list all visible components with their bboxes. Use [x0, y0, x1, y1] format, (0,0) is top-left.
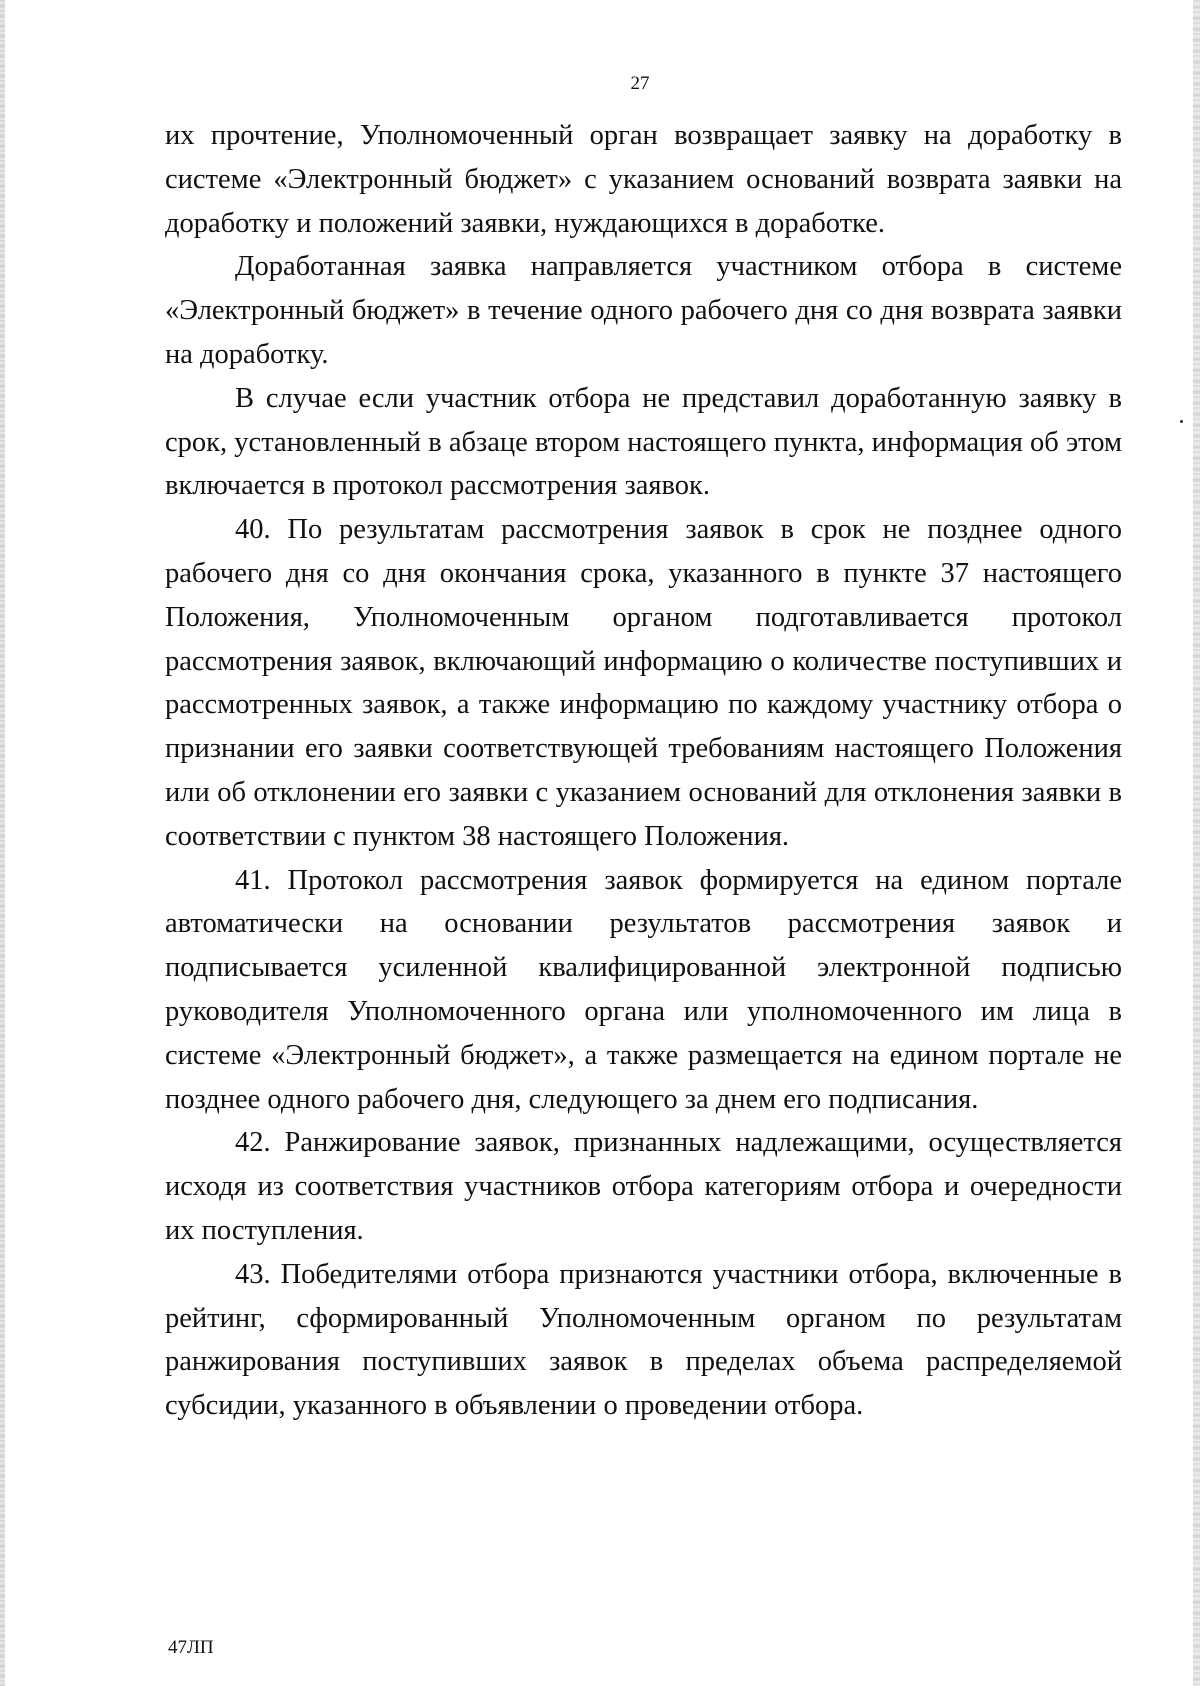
- scan-right-edge: [1193, 0, 1200, 1686]
- document-body: [165, 114, 1122, 1428]
- paragraph-revised-application: Доработанная заявка направляется участником отбора в системе «Электронный бюджет» в течение одного рабочего дня со дня возврата заявки на доработку.: [165, 251, 1122, 370]
- paragraph-continuation: их прочтение, Уполномоченный орган возвращает заявку на доработку в системе «Электронный бюджет» с указанием оснований возврата заявки на доработку и положений заявки, нуждающихся в доработке.: [165, 120, 1122, 239]
- paragraph-clause-43: 43. Победителями отбора признаются участники отбора, включенные в рейтинг, сформированный Уполномоченным органом по результатам ранжирования поступивших заявок в пределах объема распределяемой субсидии, указанного в объявлении о проведении отбора.: [165, 1258, 1122, 1422]
- paragraph-not-submitted: В случае если участник отбора не представил доработанную заявку в срок, установленный в абзаце втором настоящего пункта, информация об этом включается в протокол рассмотрения заявок.: [165, 382, 1122, 502]
- page-number: 27: [630, 73, 650, 94]
- footer-document-code: 47ЛП: [168, 1637, 214, 1658]
- scan-left-edge: [0, 0, 5, 1686]
- paragraph-clause-40: 40. По результатам рассмотрения заявок в срок не позднее одного рабочего дня со дня окончания срока, указанного в пункте 37 настоящего Положения, Уполномоченным органом подготавливается протокол рассмотрения заявок, включающий информацию о количестве поступивших и рассмотренных заявок, а также информацию по каждому участнику отбора о признании его заявки соответствующей требованиям настоящего Положения или об отклонении его заявки с указанием оснований для отклонения заявки в соответствии с пунктом 38 настоящего Положения.: [165, 514, 1122, 852]
- paragraph-clause-42: 42. Ранжирование заявок, признанных надлежащими, осуществляется исходя из соответствия участников отбора категориям отбора и очередности их поступления.: [165, 1127, 1122, 1246]
- scan-speck: [1180, 420, 1183, 423]
- paragraph-clause-41: 41. Протокол рассмотрения заявок формируется на едином портале автоматически на основании результатов рассмотрения заявок и подписывается усиленной квалифицированной электронной подписью руководителя Уполномоченного органа или уполномоченного им лица в системе «Электронный бюджет», а также размещается на едином портале не позднее одного рабочего дня, следующего за днем его подписания.: [165, 864, 1122, 1115]
